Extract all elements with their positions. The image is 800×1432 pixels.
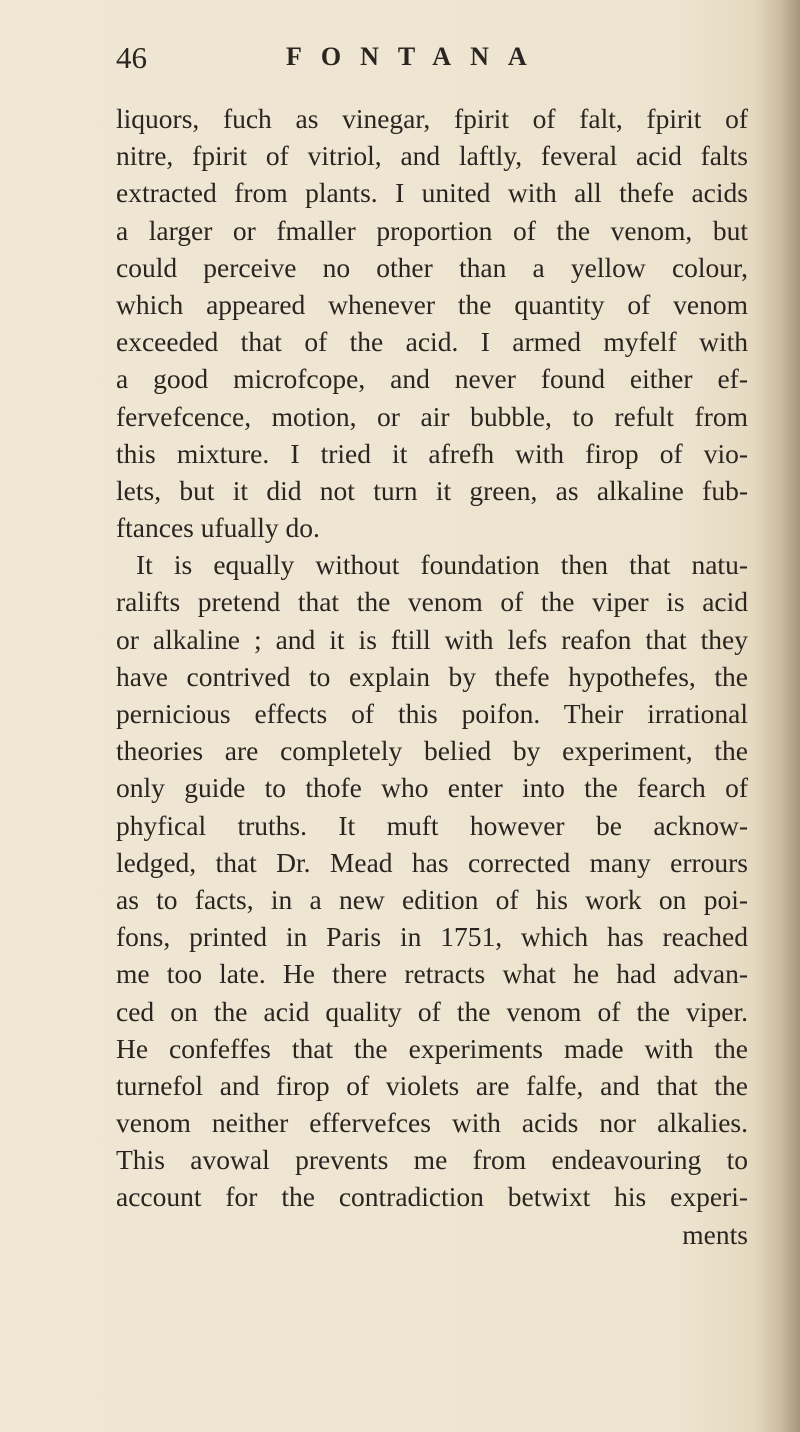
text-line: account for the contradiction betwixt his experi- bbox=[116, 1181, 748, 1213]
catchword: ments bbox=[682, 1218, 748, 1250]
text-line: ralifts pretend that the venom of the viper is acid bbox=[116, 586, 748, 618]
text-line: me too late. He there retracts what he had advan- bbox=[116, 958, 748, 990]
text-line: or alkaline ; and it is ftill with lefs reafon that they bbox=[116, 623, 748, 655]
text-line: liquors, fuch as vinegar, fpirit of falt, fpirit of bbox=[116, 103, 748, 134]
text-line: It is equally without foundation then that natu- bbox=[136, 549, 748, 581]
body-text bbox=[116, 100, 748, 1253]
text-line: pernicious effects of this poifon. Their irrational bbox=[116, 698, 748, 729]
text-line: ledged, that Dr. Mead has corrected many errours bbox=[116, 846, 748, 878]
text-line: ftances ufually do. bbox=[116, 512, 320, 544]
text-line: lets, but it did not turn it green, as alkaline fub- bbox=[116, 474, 748, 506]
page-header bbox=[116, 40, 736, 80]
text-line: a larger or fmaller proportion of the venom, but bbox=[116, 214, 748, 246]
text-line: as to facts, in a new edition of his work on poi- bbox=[116, 883, 748, 915]
text-line: phyfical truths. It muft however be acknow- bbox=[116, 809, 748, 841]
text-line: This avowal prevents me from endeavouring to bbox=[116, 1144, 748, 1176]
text-line: exceeded that of the acid. I armed myfelf with bbox=[116, 326, 748, 358]
text-line: ced on the acid quality of the venom of the viper. bbox=[116, 995, 748, 1027]
running-title: FONTANA bbox=[286, 42, 546, 71]
page-number: 46 bbox=[116, 40, 147, 75]
text-line: which appeared whenever the quantity of venom bbox=[116, 288, 748, 320]
text-line: extracted from plants. I united with all thefe acids bbox=[116, 177, 748, 209]
text-line: venom neither effervefces with acids nor alkalies. bbox=[116, 1107, 748, 1139]
text-line: nitre, fpirit of vitriol, and laftly, feveral acid falts bbox=[116, 140, 748, 172]
text-line: could perceive no other than a yellow colour, bbox=[116, 251, 748, 283]
text-line: He confeffes that the experiments made with the bbox=[116, 1032, 748, 1064]
text-line: turnefol and firop of violets are falfe, and that the bbox=[116, 1069, 748, 1101]
text-line: this mixture. I tried it afrefh with firop of vio- bbox=[116, 437, 748, 469]
text-line: fons, printed in Paris in 1751, which has reached bbox=[116, 921, 748, 953]
text-line: have contrived to explain by thefe hypothefes, the bbox=[116, 660, 748, 692]
page-edge-shadow bbox=[752, 0, 800, 1432]
text-line: only guide to thofe who enter into the fearch of bbox=[116, 772, 748, 804]
text-line: a good microfcope, and never found either ef- bbox=[116, 363, 748, 395]
text-line: fervefcence, motion, or air bubble, to refult from bbox=[116, 400, 748, 432]
text-line: theories are completely belied by experiment, the bbox=[116, 735, 748, 767]
